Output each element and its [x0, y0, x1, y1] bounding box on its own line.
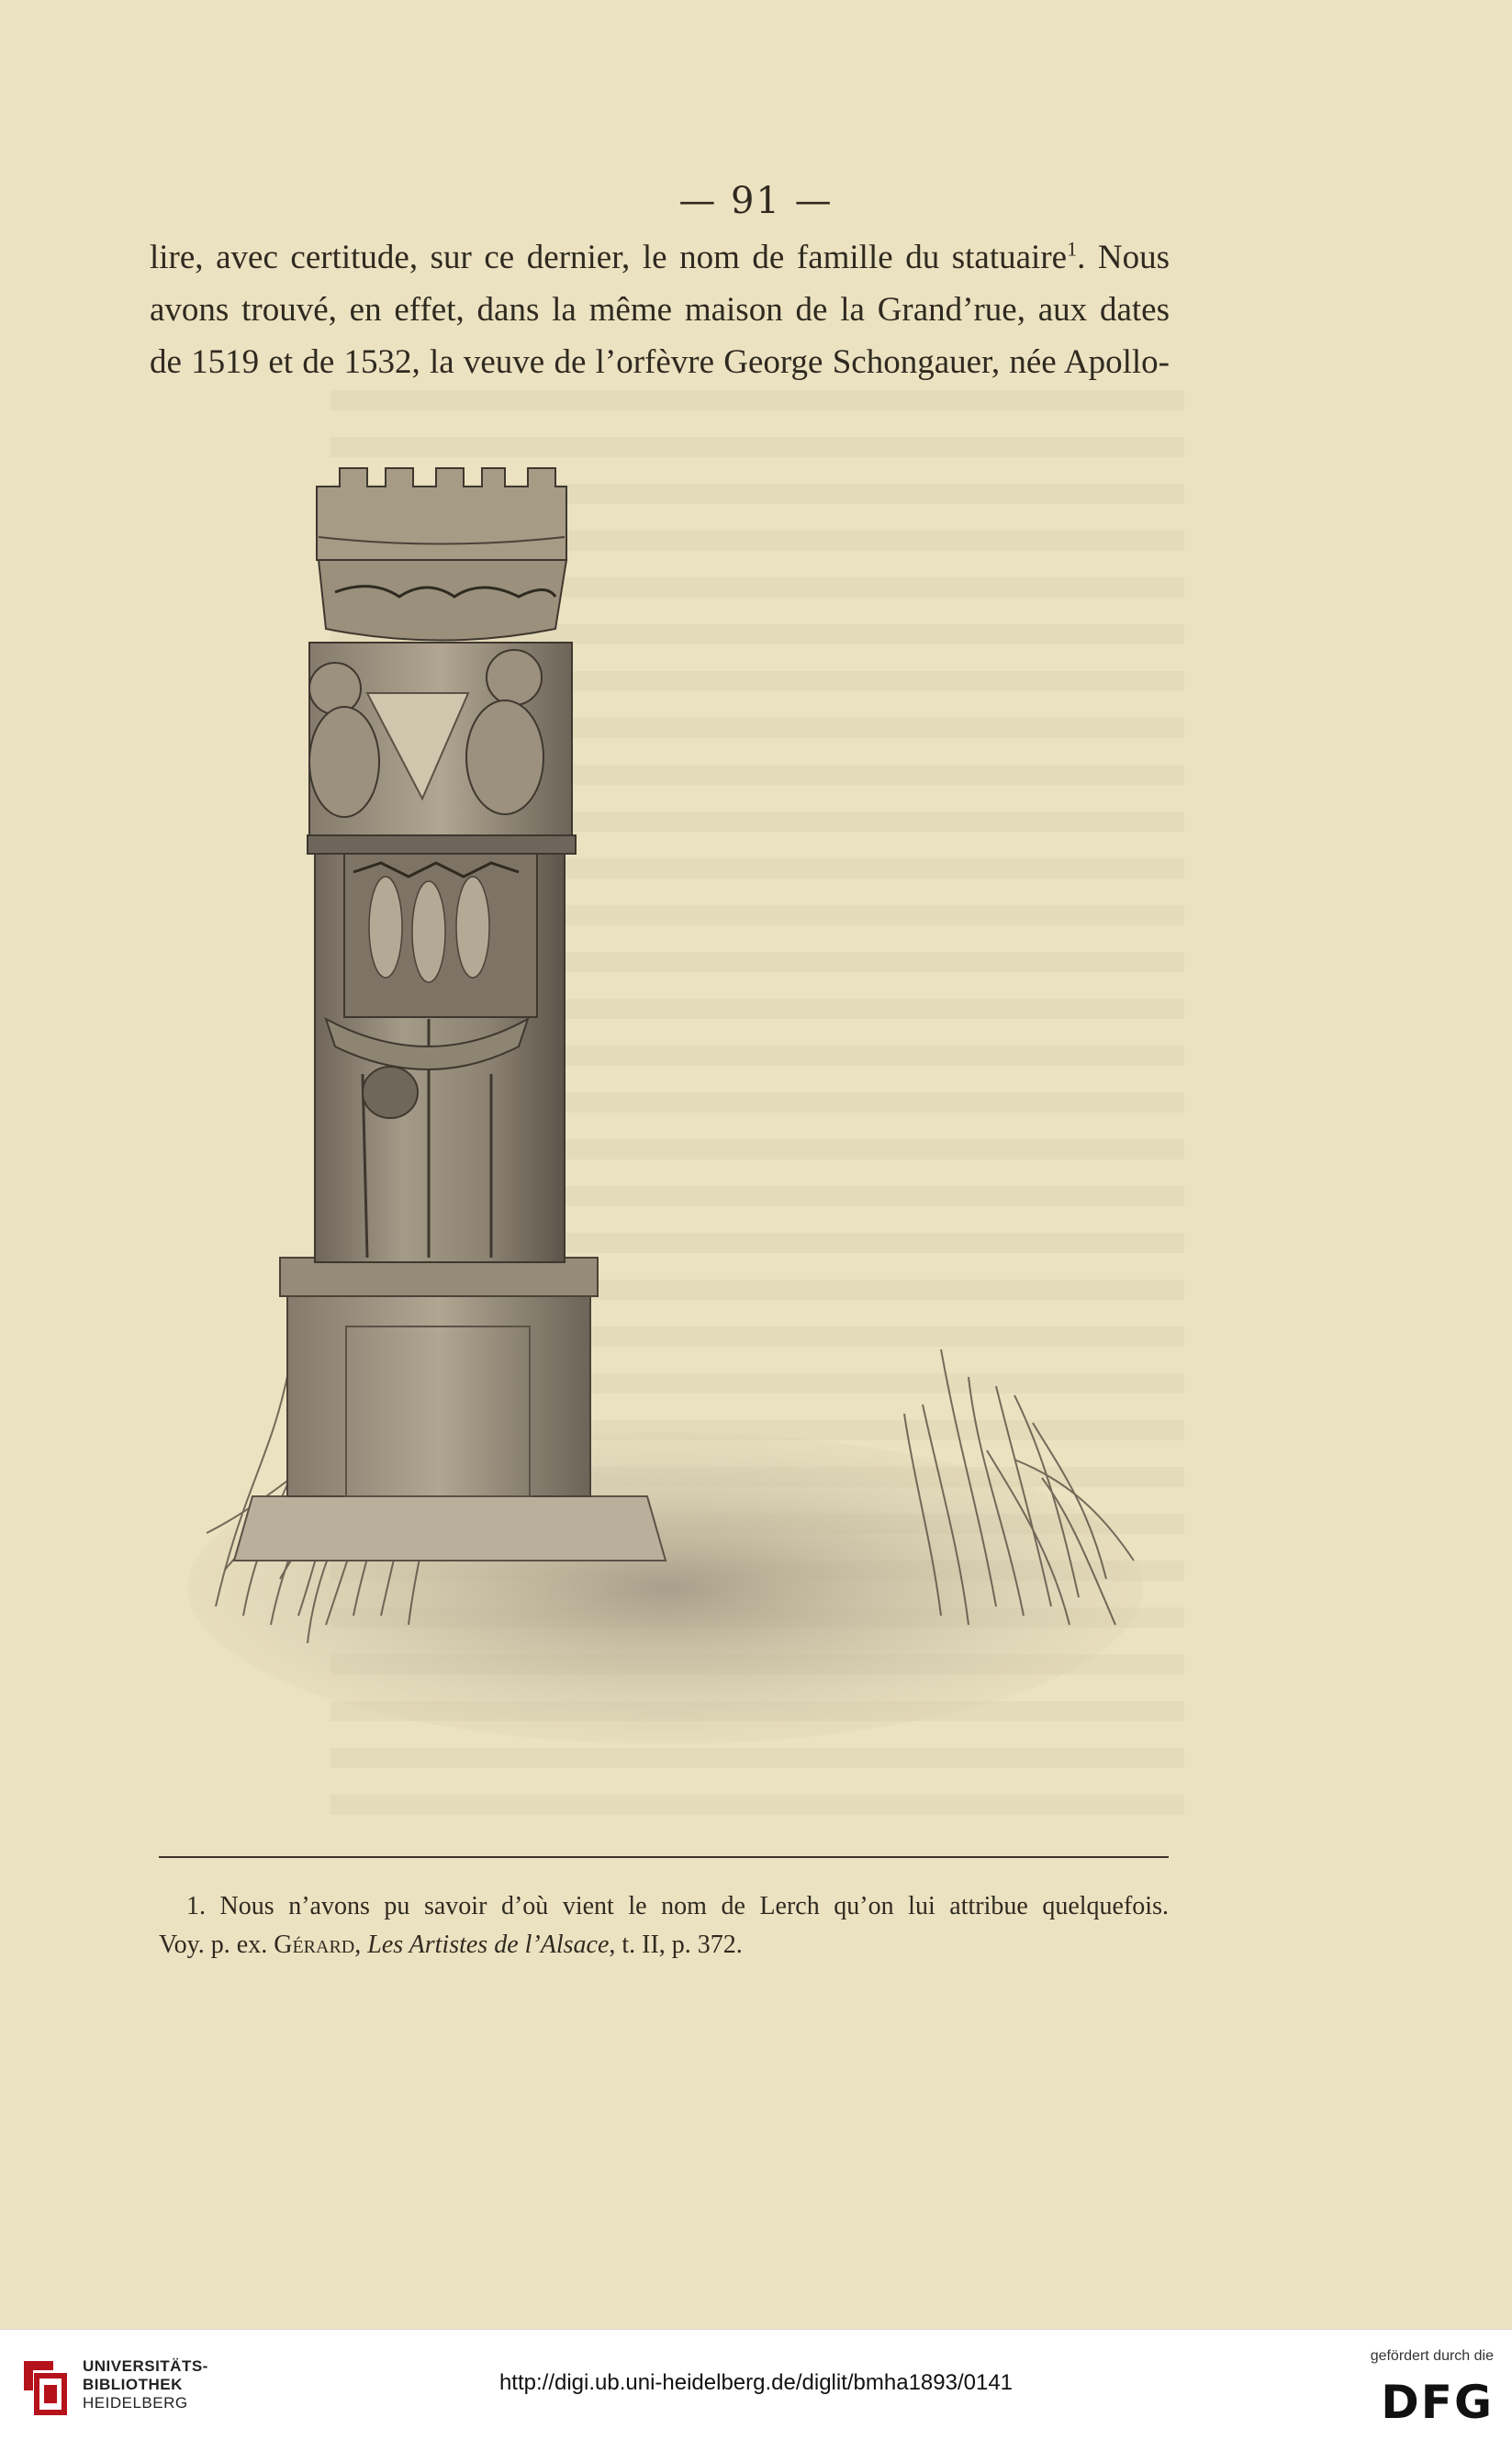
- body-line-1: [150, 231, 1170, 284]
- footnote-rule: [159, 1856, 1169, 1858]
- footnote-line-1: 1. Nous n’avons pu savoir d’où vient le nom de Lerch qu’on lui attribue quelquefois.: [186, 1892, 1169, 1920]
- footnote-book-title: Les Artistes de l’Alsace: [367, 1931, 610, 1959]
- body-line-1-tail: . Nous: [1077, 239, 1170, 276]
- corbel-ornament: [363, 1067, 418, 1118]
- university-name-line-3: HEIDELBERG: [83, 2394, 188, 2412]
- footnote: [159, 1887, 1169, 1964]
- footnote-author: Gérard: [274, 1931, 355, 1959]
- footnote-line-2: [159, 1926, 1169, 1964]
- footnote-ref: 1: [1067, 237, 1078, 261]
- footnote-separator: ,: [354, 1931, 368, 1959]
- body-line-1-text: lire, avec certitude, sur ce dernier, le nom de famille du statuaire: [150, 239, 1068, 276]
- pedestal: [287, 1293, 590, 1496]
- monument-illustration: [188, 431, 1161, 1790]
- pedestal-cornice: [280, 1258, 598, 1296]
- body-line-2: avons trouvé, en effet, dans la même maison de la Grand’rue, aux dates: [150, 291, 1170, 329]
- sponsor-label: gefördert durch die: [1370, 2348, 1494, 2364]
- digitization-footer: [0, 2329, 1512, 2440]
- footnote-suffix: , t. II, p. 372.: [609, 1931, 743, 1959]
- body-line-3: de 1519 et de 1532, la veuve de l’orfèvre George Schongauer, née Apollo-: [150, 343, 1170, 381]
- crenellated-crown: [317, 468, 566, 560]
- university-name-line-1: UNIVERSITÄTS-: [83, 2357, 208, 2375]
- capital: [319, 560, 566, 641]
- university-name-line-2: BIBLIOTHEK: [83, 2376, 183, 2393]
- niche-figures: [369, 877, 489, 982]
- footnote-prefix: Voy. p. ex.: [159, 1931, 274, 1959]
- base-slab: [234, 1496, 666, 1561]
- body-paragraph: [150, 231, 1170, 388]
- dfg-logo[interactable]: DFG: [1381, 2376, 1494, 2429]
- permalink-url[interactable]: http://digi.ub.uni-heidelberg.de/diglit/bmha1893/0141: [498, 2370, 1014, 2395]
- page-number: — 91 —: [678, 180, 834, 222]
- monument-engraving: [188, 431, 1161, 1790]
- upper-ledge: [308, 835, 576, 854]
